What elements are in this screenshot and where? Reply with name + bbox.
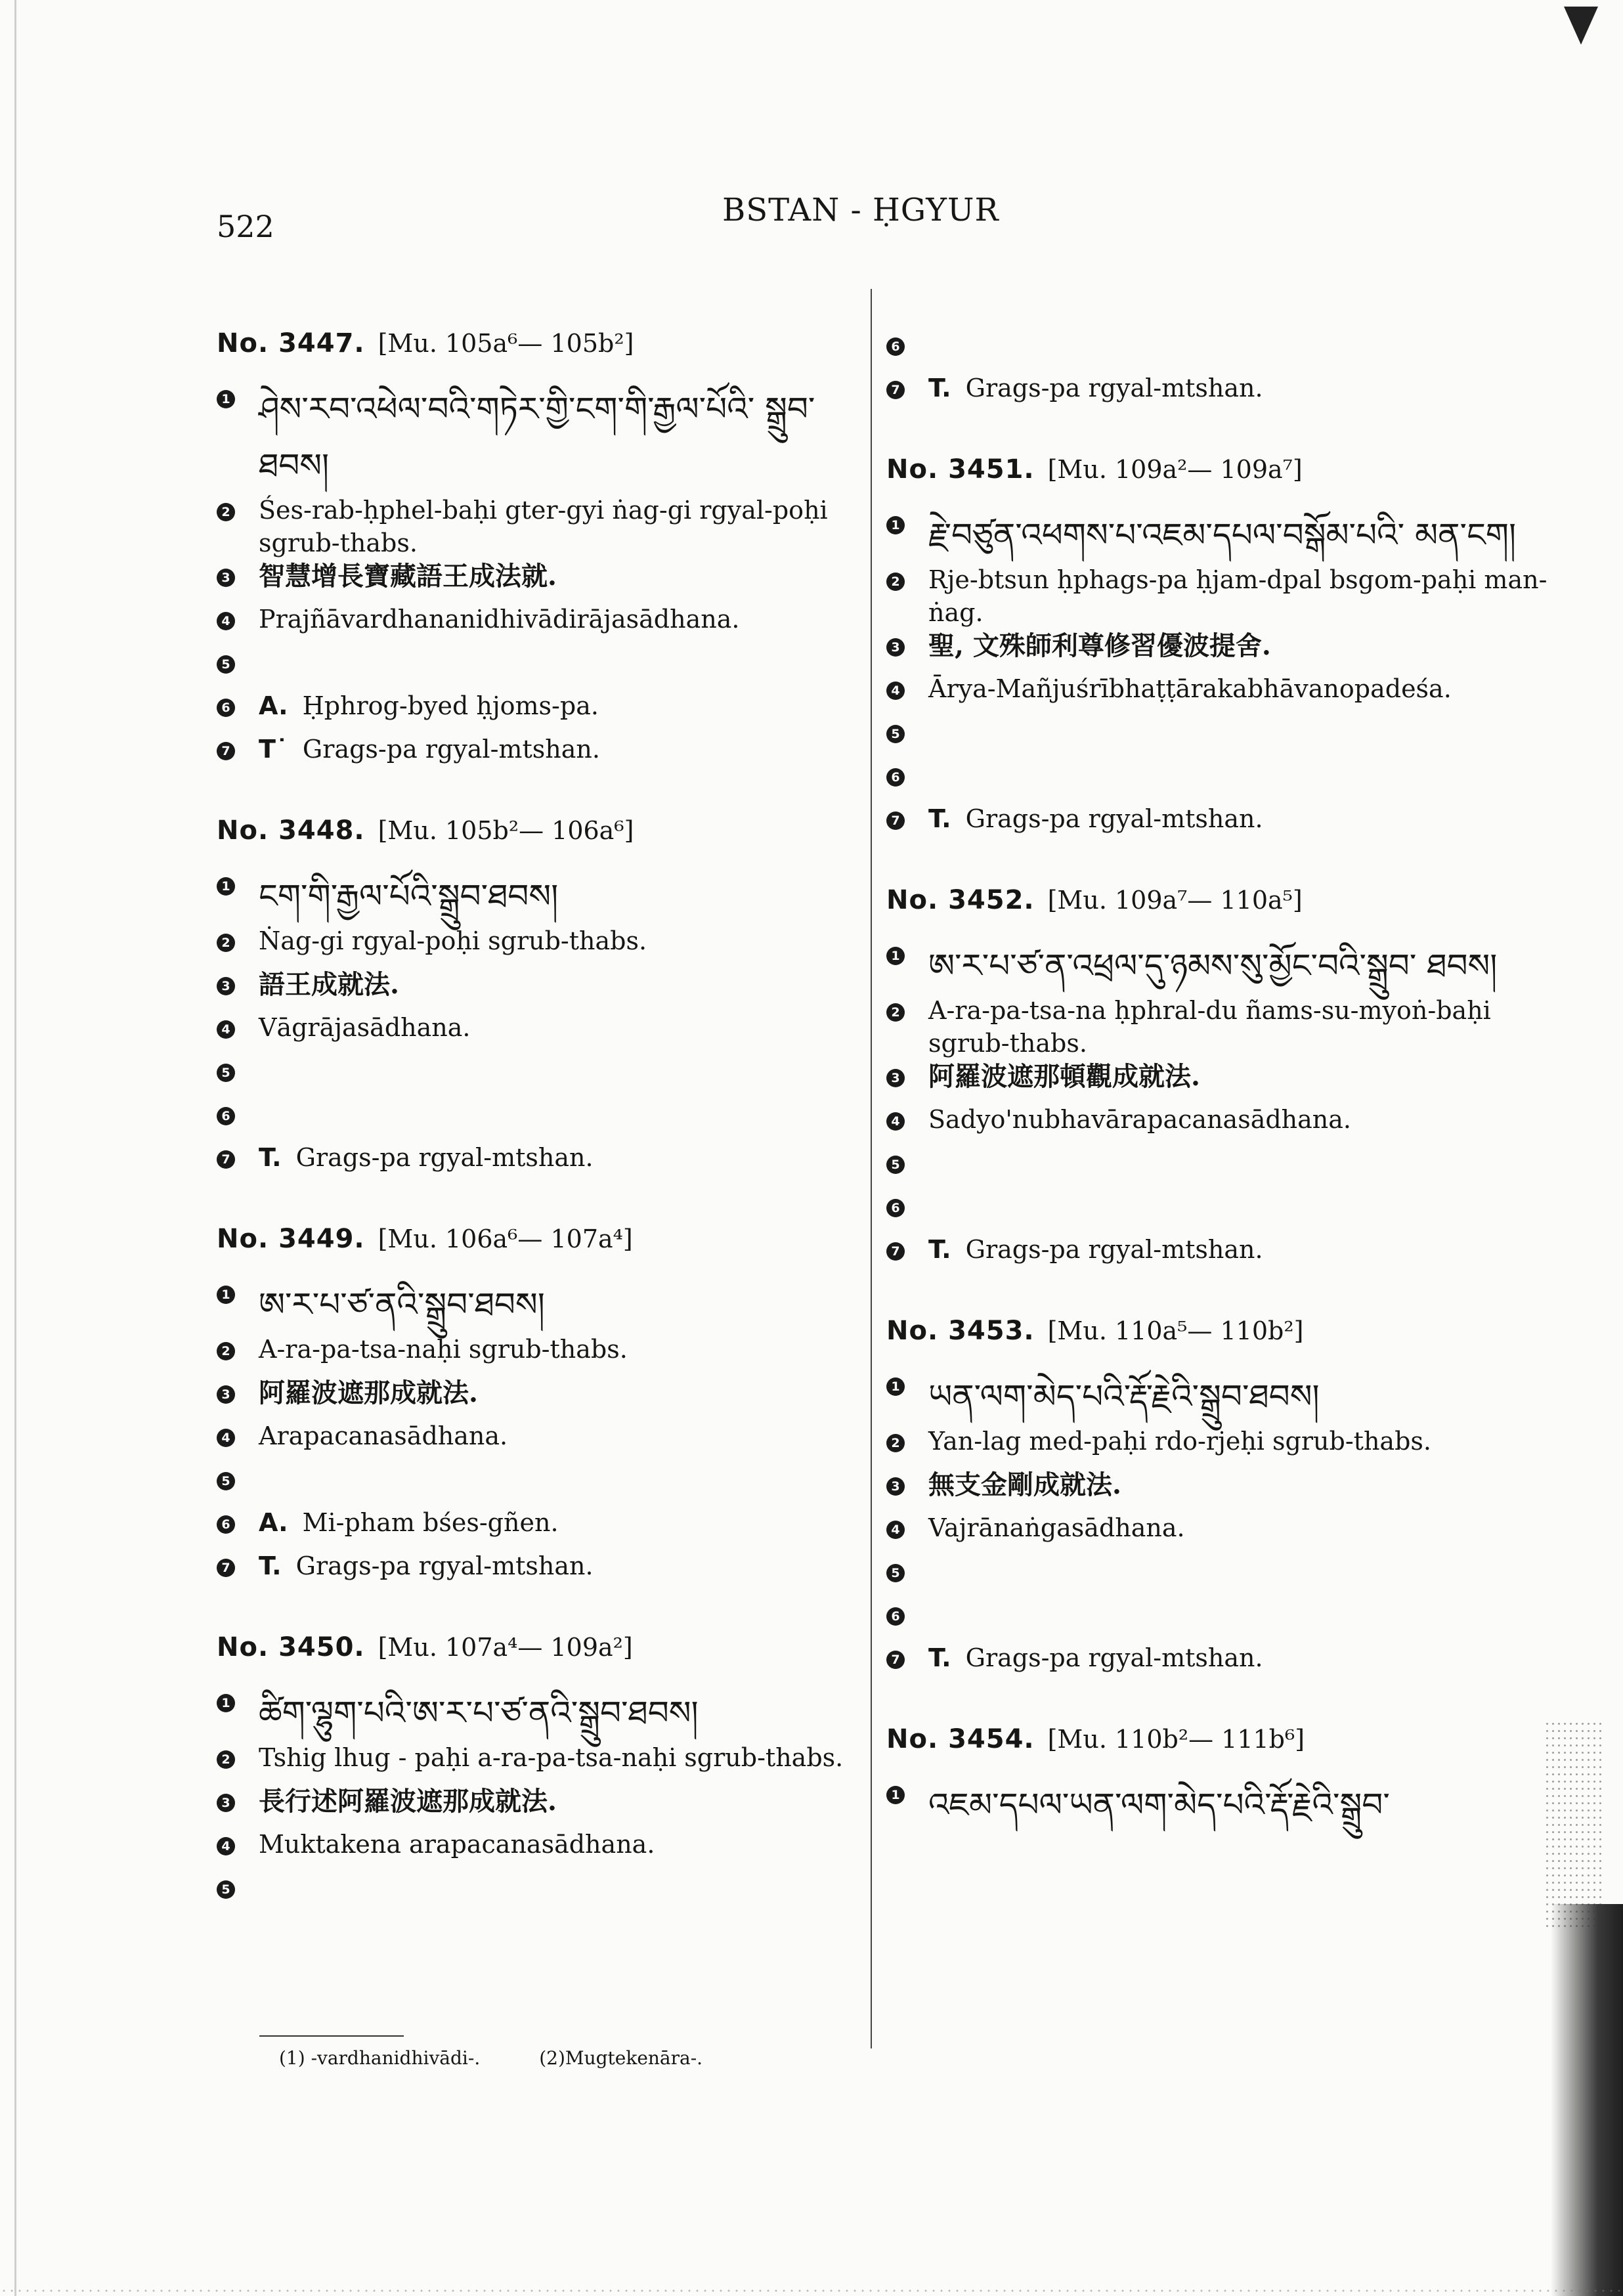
entry-number: No. 3451. (886, 454, 1035, 485)
field-text: Vāgrājasādhana. (259, 1013, 471, 1042)
entry-field (217, 1549, 860, 1593)
field-number-badge: 4 (886, 682, 905, 700)
field-value (259, 689, 599, 722)
field-value (928, 994, 1569, 1060)
field-number-badge: 3 (886, 1069, 905, 1087)
page-edge-rule (14, 0, 16, 2296)
field-value (928, 1468, 1121, 1502)
field-text: Ārya-Mañjuśrībhaṭṭārakabhāvanopadeśa. (928, 674, 1452, 703)
entry-field (886, 372, 1569, 415)
entry-field (886, 563, 1569, 629)
field-number-badge: 2 (886, 573, 905, 591)
field-value (928, 1425, 1431, 1458)
entry-field (886, 1368, 1569, 1425)
entry-field (886, 1146, 1569, 1190)
field-value (259, 924, 647, 957)
entry-field (217, 1376, 860, 1419)
entry-header (217, 328, 860, 381)
entry (217, 328, 860, 776)
field-value (928, 507, 1516, 563)
entry-field (886, 1641, 1569, 1685)
entry-number: No. 3453. (886, 1316, 1035, 1346)
field-value (928, 802, 1263, 835)
field-text: Grags-pa rgyal-mtshan. (302, 735, 600, 764)
entry-header (886, 1724, 1569, 1777)
field-value (928, 563, 1569, 629)
tibetan-title: ངག་གི་རྒྱལ་པོའི་སྒྲུབ་ཐབས། (259, 877, 559, 915)
field-number-badge: 5 (886, 725, 905, 743)
footnote-2: (2)Mugtekenāra-. (539, 2047, 703, 2069)
field-value (259, 1276, 545, 1333)
entry-field (217, 381, 860, 494)
field-number-badge: 5 (217, 1880, 235, 1899)
field-value (928, 672, 1452, 705)
entry-field (217, 689, 860, 733)
field-text: Tshig lhug - paḥi a-ra-pa-tsa-naḥi sgrub-thabs. (259, 1743, 844, 1772)
field-number-badge: 2 (217, 1750, 235, 1769)
chinese-title: 阿羅波遮那成就法. (259, 1377, 478, 1408)
entry-field (217, 1276, 860, 1333)
field-number-badge: 7 (886, 812, 905, 830)
entry-field (886, 1777, 1569, 1833)
field-number-badge: 6 (217, 1515, 235, 1534)
field-number-badge: 7 (217, 1559, 235, 1577)
field-number-badge: 3 (886, 1477, 905, 1496)
field-number-badge: 1 (217, 390, 235, 408)
entry-field (886, 672, 1569, 716)
entry (886, 1316, 1569, 1685)
field-number-badge: 1 (217, 877, 235, 896)
role-label: T. (928, 804, 951, 833)
field-text: Grags-pa rgyal-mtshan. (295, 1551, 594, 1580)
chinese-title: 長行述阿羅波遮那成就法. (259, 1786, 557, 1817)
entry-field (217, 1871, 860, 1915)
field-text: Sadyo'nubhavārapacanasādhana. (928, 1105, 1352, 1134)
entry-reference: [Mu. 109a⁷— 110a⁵] (1047, 886, 1303, 915)
field-value (928, 1777, 1390, 1833)
entry-field (217, 733, 860, 776)
field-number-badge: 3 (886, 638, 905, 657)
entry-field (217, 559, 860, 603)
field-text: Vajrānaṅgasādhana. (928, 1513, 1185, 1542)
tibetan-title: ཡན་ལག་མེད་པའི་རྡོ་རྗེའི་སྒྲུབ་ཐབས། (928, 1377, 1320, 1416)
field-number-badge: 1 (217, 1286, 235, 1304)
field-number-badge: 3 (217, 1385, 235, 1404)
role-label: T. (928, 1643, 951, 1672)
chinese-title: 聖, 文殊師利尊修習優波提舍. (928, 630, 1271, 661)
scan-bottom-noise (0, 2279, 1623, 2296)
field-value (259, 1333, 628, 1366)
entry-number: No. 3452. (886, 885, 1035, 915)
entry-reference: [Mu. 105a⁶— 105b²] (378, 329, 634, 358)
field-number-badge: 3 (217, 977, 235, 995)
field-text: Rje-btsun ḥphags-pa ḥjam-dpal bsgom-paḥi man-ṅag. (928, 565, 1547, 627)
entry-reference: [Mu. 105b²— 106a⁶] (378, 816, 634, 845)
entry-field (886, 994, 1569, 1060)
field-number-badge: 6 (217, 1107, 235, 1125)
field-value (259, 381, 860, 494)
field-value (259, 1741, 843, 1774)
entry-field (886, 1555, 1569, 1598)
field-number-badge: 5 (217, 1064, 235, 1082)
entry-field (217, 1828, 860, 1871)
entry-field (886, 1511, 1569, 1555)
entry-field (217, 1785, 860, 1828)
field-number-badge: 6 (886, 1199, 905, 1217)
entry (886, 454, 1569, 846)
field-text: Arapacanasādhana. (259, 1421, 508, 1450)
field-number-badge: 1 (886, 1377, 905, 1396)
field-value (928, 1233, 1263, 1266)
field-number-badge: 1 (217, 1694, 235, 1712)
entry-field (217, 1506, 860, 1549)
entry-field (217, 494, 860, 559)
field-number-badge: 2 (886, 1003, 905, 1022)
tibetan-title: ཤེས་རབ་འཕེལ་བའི་གཏེར་གྱི་ངག་གི་རྒྱལ་པོའི་ སྒྲུབ་ཐབས། (259, 390, 815, 485)
entry-field (886, 1103, 1569, 1146)
field-number-badge: 2 (217, 503, 235, 521)
role-label: T. (928, 374, 951, 402)
entry-number: No. 3454. (886, 1724, 1035, 1754)
entry-field (886, 716, 1569, 759)
entry-field (886, 1233, 1569, 1276)
field-text: Śes-rab-ḥphel-baḥi gter-gyi ṅag-gi rgyal-poḥi sgrub-thabs. (259, 496, 828, 557)
entry-field (217, 603, 860, 646)
field-number-badge: 7 (886, 1651, 905, 1669)
field-value (928, 1511, 1185, 1544)
entry-field (217, 646, 860, 689)
field-text: Grags-pa rgyal-mtshan. (965, 804, 1263, 833)
entry-reference: [Mu. 110b²— 111b⁶] (1047, 1725, 1305, 1754)
field-text: A-ra-pa-tsa-naḥi sgrub-thabs. (259, 1335, 628, 1364)
field-number-badge: 2 (886, 1434, 905, 1452)
field-value (259, 968, 399, 1002)
field-number-badge: 6 (886, 337, 905, 356)
entry-field (217, 868, 860, 924)
entry-field (217, 1685, 860, 1741)
entry-number: No. 3447. (217, 328, 365, 358)
field-text: Grags-pa rgyal-mtshan. (295, 1143, 594, 1172)
field-value (259, 1828, 655, 1861)
field-number-badge: 4 (886, 1112, 905, 1131)
footnotes (279, 2047, 703, 2069)
entry-field (886, 1190, 1569, 1233)
role-label: T˙ (259, 735, 288, 764)
right-column (886, 289, 1569, 1833)
field-number-badge: 4 (217, 612, 235, 630)
field-number-badge: 4 (217, 1837, 235, 1855)
field-text: Ḥphrog-byed ḥjoms-pa. (302, 691, 599, 720)
entry-header (886, 454, 1569, 507)
role-label: T. (259, 1551, 282, 1580)
field-value (259, 1785, 557, 1819)
entry-field (217, 1054, 860, 1098)
field-text: Grags-pa rgyal-mtshan. (965, 374, 1263, 402)
field-value (928, 1103, 1351, 1136)
field-number-badge: 1 (886, 1786, 905, 1804)
entry-reference: [Mu. 110a⁵— 110b²] (1047, 1316, 1304, 1345)
field-number-badge: 7 (217, 1150, 235, 1169)
entry (886, 1724, 1569, 1833)
entry-header (217, 815, 860, 868)
entry (886, 885, 1569, 1276)
field-number-badge: 5 (886, 1156, 905, 1174)
entry-field (217, 1333, 860, 1376)
field-value (259, 603, 739, 636)
field-text: Mi-pham bśes-gñen. (302, 1508, 559, 1537)
tibetan-title: ཨ་ར་པ་ཙ་ནའི་སྒྲུབ་ཐབས། (259, 1286, 545, 1324)
entry-field (886, 1425, 1569, 1468)
field-value (928, 1641, 1263, 1674)
field-number-badge: 4 (217, 1429, 235, 1447)
entry-field (886, 802, 1569, 846)
field-number-badge: 5 (217, 655, 235, 674)
field-text: Yan-lag med-paḥi rdo-rjeḥi sgrub-thabs. (928, 1427, 1431, 1456)
entry-field (886, 1468, 1569, 1511)
entry-number: No. 3450. (217, 1632, 365, 1662)
role-label: A. (259, 1508, 288, 1537)
field-text: Grags-pa rgyal-mtshan. (965, 1643, 1263, 1672)
tibetan-title: ཨ་ར་པ་ཙ་ན་འཕྲལ་དུ་ཉམས་སུ་མྱོང་བའི་སྒྲུབ་ ཐབས། (928, 947, 1498, 985)
role-label: T. (259, 1143, 282, 1172)
field-value (928, 629, 1271, 663)
entry (217, 815, 860, 1184)
entry-header (886, 1316, 1569, 1368)
chinese-title: 智慧增長寶藏語王成法就. (259, 561, 557, 592)
field-text: Grags-pa rgyal-mtshan. (965, 1235, 1263, 1264)
field-number-badge: 6 (217, 699, 235, 717)
entry-header (217, 1224, 860, 1276)
footnote-rule (259, 2035, 404, 2037)
field-value (259, 1376, 478, 1410)
footnote-1: (1) -vardhanidhivādi-. (279, 2047, 481, 2069)
entry-field (886, 1060, 1569, 1103)
role-label: A. (259, 691, 288, 720)
page-number: 522 (217, 209, 274, 244)
column-divider (871, 289, 872, 2048)
tibetan-title: རྗེ་བཙུན་འཕགས་པ་འཇམ་དཔལ་བསྒོམ་པའི་ མན་ངག། (928, 516, 1517, 554)
entry-field (217, 1419, 860, 1463)
entry-header (886, 885, 1569, 938)
entry (217, 1632, 860, 1915)
chinese-title: 無支金剛成就法. (928, 1469, 1121, 1500)
entry-field (217, 968, 860, 1011)
entry-field (886, 1598, 1569, 1641)
field-number-badge: 1 (886, 947, 905, 965)
field-text: Ṅag-gi rgyal-poḥi sgrub-thabs. (259, 926, 647, 955)
running-head: BSTAN - ḤGYUR (722, 192, 999, 228)
entry-field (886, 759, 1569, 802)
field-value (259, 1506, 559, 1539)
field-number-badge: 4 (217, 1020, 235, 1039)
role-label: T. (928, 1235, 951, 1264)
field-number-badge: 3 (217, 569, 235, 587)
field-value (259, 1549, 594, 1582)
chinese-title: 語王成就法. (259, 969, 399, 1000)
entry-field (886, 328, 1569, 372)
entry (217, 1224, 860, 1593)
tibetan-title: འཇམ་དཔལ་ཡན་ལག་མེད་པའི་རྡོ་རྗེའི་སྒྲུབ་ (928, 1786, 1390, 1824)
entry-number: No. 3449. (217, 1224, 365, 1254)
entry-field (886, 629, 1569, 672)
field-number-badge: 2 (217, 1342, 235, 1360)
entry-number: No. 3448. (217, 815, 365, 846)
field-value (259, 1011, 471, 1044)
field-number-badge: 1 (886, 516, 905, 534)
entry-field (886, 507, 1569, 563)
field-value (928, 938, 1497, 994)
field-number-badge: 7 (886, 1242, 905, 1261)
field-value (928, 372, 1263, 404)
field-value (259, 1419, 508, 1452)
field-value (259, 868, 558, 924)
field-number-badge: 6 (886, 768, 905, 787)
field-number-badge: 5 (217, 1472, 235, 1490)
entry-field (886, 938, 1569, 994)
entry-field (217, 1463, 860, 1506)
field-value (259, 494, 860, 559)
field-text: Prajñāvardhananidhivādirājasādhana. (259, 605, 740, 634)
field-text: A-ra-pa-tsa-na ḥphral-du ñams-su-myoṅ-baḥi sgrub-thabs. (928, 996, 1491, 1058)
field-number-badge: 4 (886, 1521, 905, 1539)
field-number-badge: 3 (217, 1794, 235, 1812)
entry-field (217, 1741, 860, 1785)
entry-field (217, 924, 860, 968)
field-value (259, 1141, 594, 1174)
entry (886, 328, 1569, 415)
entry-field (217, 1011, 860, 1054)
field-value (928, 1060, 1200, 1094)
entry-reference: [Mu. 109a²— 109a⁷] (1047, 455, 1303, 484)
tibetan-title: ཚིག་ལྷུག་པའི་ཨ་ར་པ་ཙ་ནའི་སྒྲུབ་ཐབས། (259, 1694, 699, 1732)
corner-ink-mark (1564, 7, 1598, 45)
field-text: Muktakena arapacanasādhana. (259, 1830, 655, 1859)
field-value (259, 559, 557, 594)
field-number-badge: 2 (217, 934, 235, 952)
field-value (259, 1685, 699, 1741)
entry-reference: [Mu. 107a⁴— 109a²] (378, 1633, 633, 1662)
chinese-title: 阿羅波遮那頓觀成就法. (928, 1061, 1200, 1092)
field-number-badge: 7 (217, 742, 235, 760)
field-value (928, 1368, 1320, 1425)
left-column (217, 289, 860, 1915)
entry-field (217, 1141, 860, 1184)
field-number-badge: 6 (886, 1607, 905, 1626)
field-number-badge: 5 (886, 1564, 905, 1582)
field-number-badge: 7 (886, 381, 905, 399)
field-value (259, 733, 600, 766)
scan-edge-shadow (1551, 1904, 1623, 2296)
entry-field (217, 1098, 860, 1141)
entry-header (217, 1632, 860, 1685)
entry-reference: [Mu. 106a⁶— 107a⁴] (378, 1224, 633, 1253)
